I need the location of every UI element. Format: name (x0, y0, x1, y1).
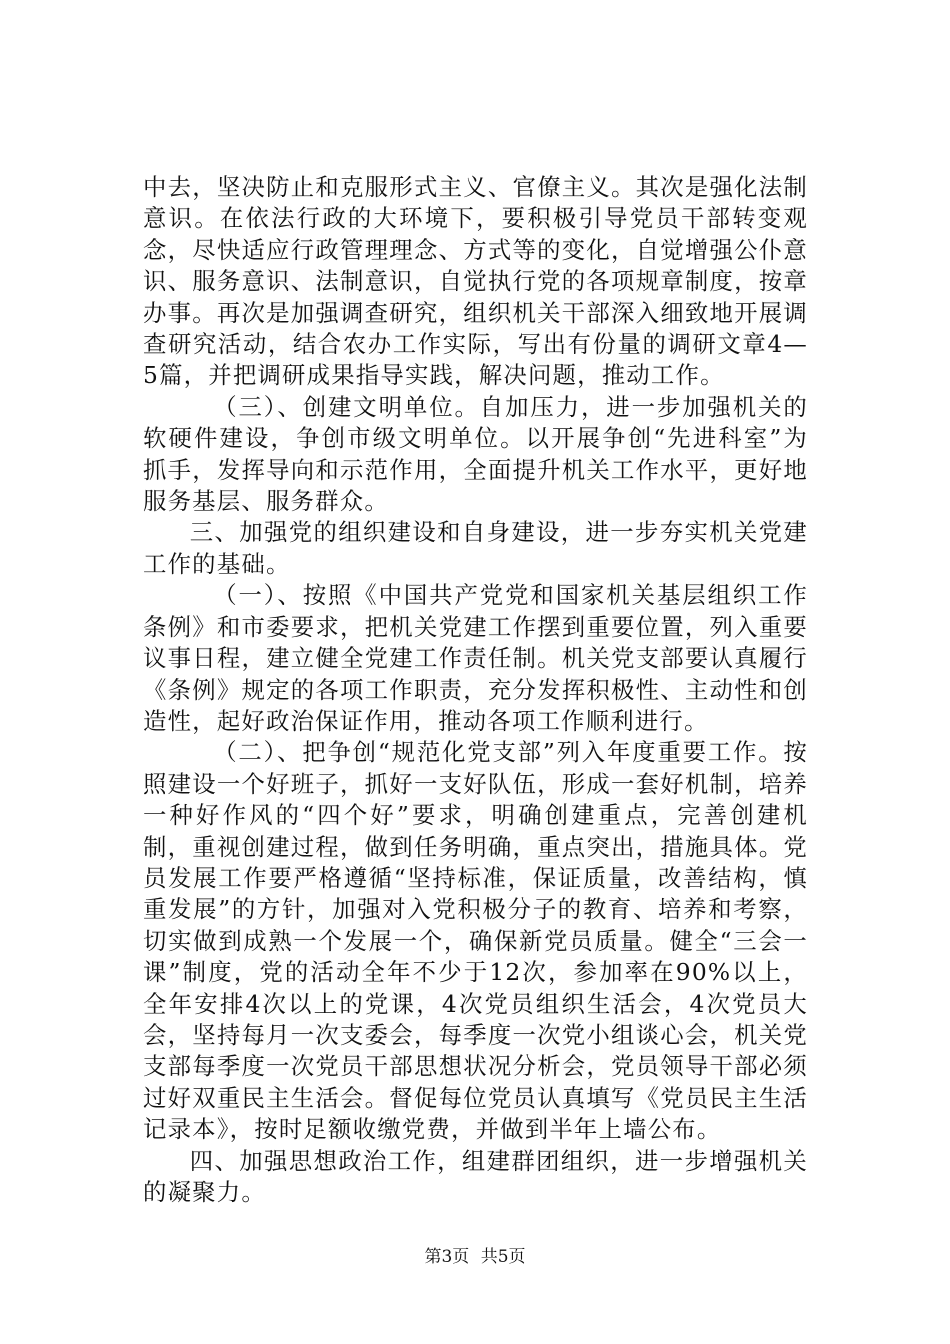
paragraph-section-3-2: （二）、把争创“规范化党支部”列入年度重要工作。按照建设一个好班子，抓好一支好队伍，形成一套好机制，培养一种好作风的“四个好”要求，明确创建重点，完善创建机制，重视创建过程，做到任务明确，重点突出，措施具体。党员发展工作要严格遵循“坚持标准，保证质量，改善结构，慎重发展”的方针，加强对入党积极分子的教育、培养和考察，切实做到成熟一个发展一个，确保新党员质量。健全“三会一课”制度，党的活动全年不少于12次，参加率在90%以上，全年安排4次以上的党课，4次党员组织生活会，4次党员大会，坚持每月一次支委会，每季度一次党小组谈心会，机关党支部每季度一次党员干部思想状况分析会，党员领导干部必须过好双重民主生活会。督促每位党员认真填写《党员民主生活记录本》，按时足额收缴党费，并做到半年上墙公布。 (143, 738, 808, 1144)
paragraph-section-2-3: （三）、创建文明单位。自加压力，进一步加强机关的软硬件建设，争创市级文明单位。以开展争创“先进科室”为抓手，发挥导向和示范作用，全面提升机关工作水平，更好地服务基层、服务群众。 (143, 392, 808, 516)
paragraph-continuation: 中去，坚决防止和克服形式主义、官僚主义。其次是强化法制意识。在依法行政的大环境下，要积极引导党员干部转变观念，尽快适应行政管理理念、方式等的变化，自觉增强公仆意识、服务意识、法制意识，自觉执行党的各项规章制度，按章办事。再次是加强调查研究，组织机关干部深入细致地开展调查研究活动，结合农办工作实际，写出有份量的调研文章4—5篇，并把调研成果指导实践，解决问题，推动工作。 (143, 173, 808, 390)
paragraph-section-3-1: （一）、按照《中国共产党党和国家机关基层组织工作条例》和市委要求，把机关党建工作摆到重要位置，列入重要议事日程，建立健全党建工作责任制。机关党支部要认真履行《条例》规定的各项工作职责，充分发挥积极性、主动性和创造性，起好政治保证作用，推动各项工作顺利进行。 (143, 581, 808, 735)
page-total: 共5页 (480, 1247, 526, 1267)
document-body (143, 172, 808, 1208)
page-footer (0, 1246, 950, 1268)
page-number: 第3页 (424, 1247, 470, 1267)
heading-section-3: 三、加强党的组织建设和自身建设，进一步夯实机关党建工作的基础。 (143, 518, 808, 578)
heading-section-4: 四、加强思想政治工作，组建群团组织，进一步增强机关的凝聚力。 (143, 1146, 808, 1206)
